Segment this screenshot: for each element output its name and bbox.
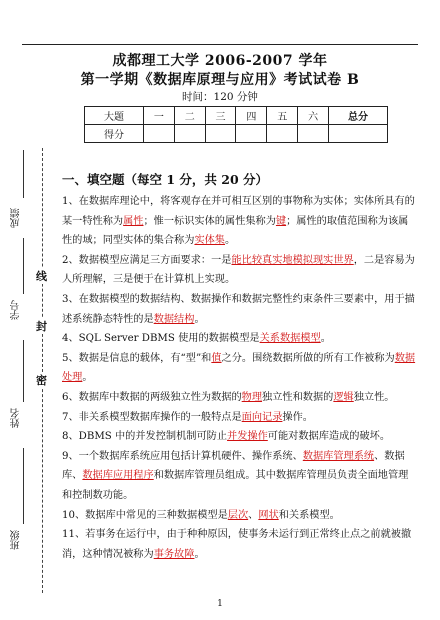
question-text: 3、在数据模型的数据结构、数据操作和数据完整性约束条件三要素中，用于描述系统静态特性的是 (62, 293, 415, 325)
section-title: 一、填空题（每空 1 分，共 20 分） (62, 172, 269, 187)
question-item (62, 388, 418, 408)
question-text: ，二是容易为人所理解，三是便于在计算机上实现。 (62, 254, 415, 286)
name-field-line (23, 340, 24, 402)
grade-label: 成绩 (11, 208, 22, 228)
student-id-label: 学号 (11, 300, 22, 320)
grade-field-line (23, 150, 24, 198)
question-text: 之分。围绕数据所做的所有工作被称为 (221, 352, 395, 364)
score-empty-cell (298, 125, 329, 143)
question-item (62, 427, 418, 447)
name-label: 姓名 (11, 408, 22, 428)
score-empty-cell (236, 125, 267, 143)
question-text: 6、数据库中数据的两级独立性为数据的 (62, 391, 242, 403)
question-text: 、数据库、 (62, 450, 405, 482)
question-item (62, 506, 418, 526)
score-value-row (85, 125, 388, 143)
score-header-cell: 四 (236, 107, 267, 125)
question-text: 11、若事务在运行中，由于种种原因，使事务未运行到正常终止点之前就被撤消，这种情况被称为 (62, 529, 412, 560)
question-item (62, 329, 418, 349)
question-item (62, 408, 418, 428)
seal-char-line: 线 (36, 270, 47, 283)
student-id-field-line (23, 238, 24, 294)
answer-text: 面向记录 (241, 411, 283, 423)
class-label: 班级 (11, 530, 22, 550)
question-text: 10、数据库中常见的三种数据模型是 (62, 509, 228, 521)
question-text: ；惟一标识实体的属性集称为 (143, 215, 276, 227)
answer-text: 层次 (227, 509, 249, 521)
answer-text: 数据处理 (62, 352, 416, 384)
score-header-cell: 五 (267, 107, 298, 125)
question-text: 1、在数据库理论中，将客观存在并可相互区别的事物称为实体；实体所具有的某一特性称为 (62, 196, 415, 227)
answer-text: 逻辑 (333, 391, 354, 403)
answer-text: 物理 (241, 391, 263, 403)
question-text: 和关系模型。 (278, 509, 340, 521)
answer-text: 并发操作 (227, 431, 268, 443)
score-header-cell: 总分 (329, 107, 388, 125)
score-empty-cell (143, 125, 174, 143)
answer-text: 值 (211, 352, 222, 364)
answer-text: 数据库管理系统 (302, 450, 375, 462)
top-rule (22, 44, 418, 45)
answer-text: 数据库应用程序 (82, 470, 154, 482)
seal-char-secret: 密 (36, 374, 47, 387)
score-header-cell: 三 (205, 107, 236, 125)
question-text: 4、SQL Server DBMS 使用的数据模型是 (62, 333, 260, 345)
score-header-cell: 大题 (85, 107, 144, 125)
question-item (62, 525, 418, 564)
binding-dashed-line (42, 148, 43, 593)
score-header-row (85, 107, 388, 125)
question-text: 7、非关系模型数据库操作的一般特点是 (62, 411, 242, 423)
score-empty-cell (267, 125, 298, 143)
question-text: 5、数据是信息的载体，有“型”和 (62, 352, 212, 364)
question-text: 。 (225, 235, 236, 247)
score-empty-cell (205, 125, 236, 143)
score-empty-cell (329, 125, 388, 143)
exam-title-line2: 第一学期《数据库原理与应用》考试试卷 B (80, 72, 360, 88)
question-list (62, 192, 418, 564)
question-item (62, 447, 418, 506)
question-text: 和数据库管理员组成。其中数据库管理员负责全面地管理和控制数功能。 (62, 470, 409, 501)
score-table (84, 106, 388, 143)
answer-text: 属性 (123, 215, 144, 227)
question-text: ；属性的取值范围称为该属性的域；同型实体的集合称为 (62, 215, 409, 247)
score-header-cell: 六 (298, 107, 329, 125)
score-empty-cell (174, 125, 205, 143)
question-item (62, 290, 418, 329)
score-header-cell: 一 (143, 107, 174, 125)
question-item (62, 251, 418, 290)
question-text: 、 (248, 509, 259, 521)
answer-text: 实体集 (194, 235, 225, 247)
page-number: 1 (217, 599, 223, 609)
answer-text: 数据结构 (153, 313, 195, 325)
answer-text: 网状 (258, 509, 279, 521)
question-item (62, 349, 418, 388)
question-text: 2、数据模型应满足三方面要求：一是 (62, 254, 232, 266)
question-text: 独立性和数据的 (262, 391, 334, 403)
exam-title-line1: 成都理工大学 2006-2007 学年 (112, 53, 328, 69)
question-text: 。 (82, 372, 93, 384)
question-text: 9、一个数据库系统应用包括计算机硬件、操作系统、 (62, 450, 303, 462)
question-item (62, 192, 418, 251)
answer-text: 事务故障 (153, 548, 195, 560)
answer-text: 能比较真实地模拟现实世界 (231, 254, 354, 266)
question-text: 可能对数据库造成的破坏。 (267, 431, 391, 443)
question-text: 8、DBMS 中的并发控制机制可防止 (62, 431, 228, 443)
exam-time: 时间：120 分钟 (182, 91, 258, 103)
seal-char-seal: 封 (36, 320, 47, 333)
class-field-line (23, 448, 24, 524)
score-header-cell: 二 (174, 107, 205, 125)
question-text: 操作。 (282, 411, 313, 423)
question-text: 。 (194, 313, 205, 325)
answer-text: 关系数据模型 (259, 333, 321, 345)
question-text: 独立性。 (353, 391, 395, 403)
question-text: 。 (194, 548, 205, 560)
question-text: 。 (320, 333, 331, 345)
answer-text: 键 (275, 215, 287, 227)
score-row-label: 得分 (85, 125, 144, 143)
